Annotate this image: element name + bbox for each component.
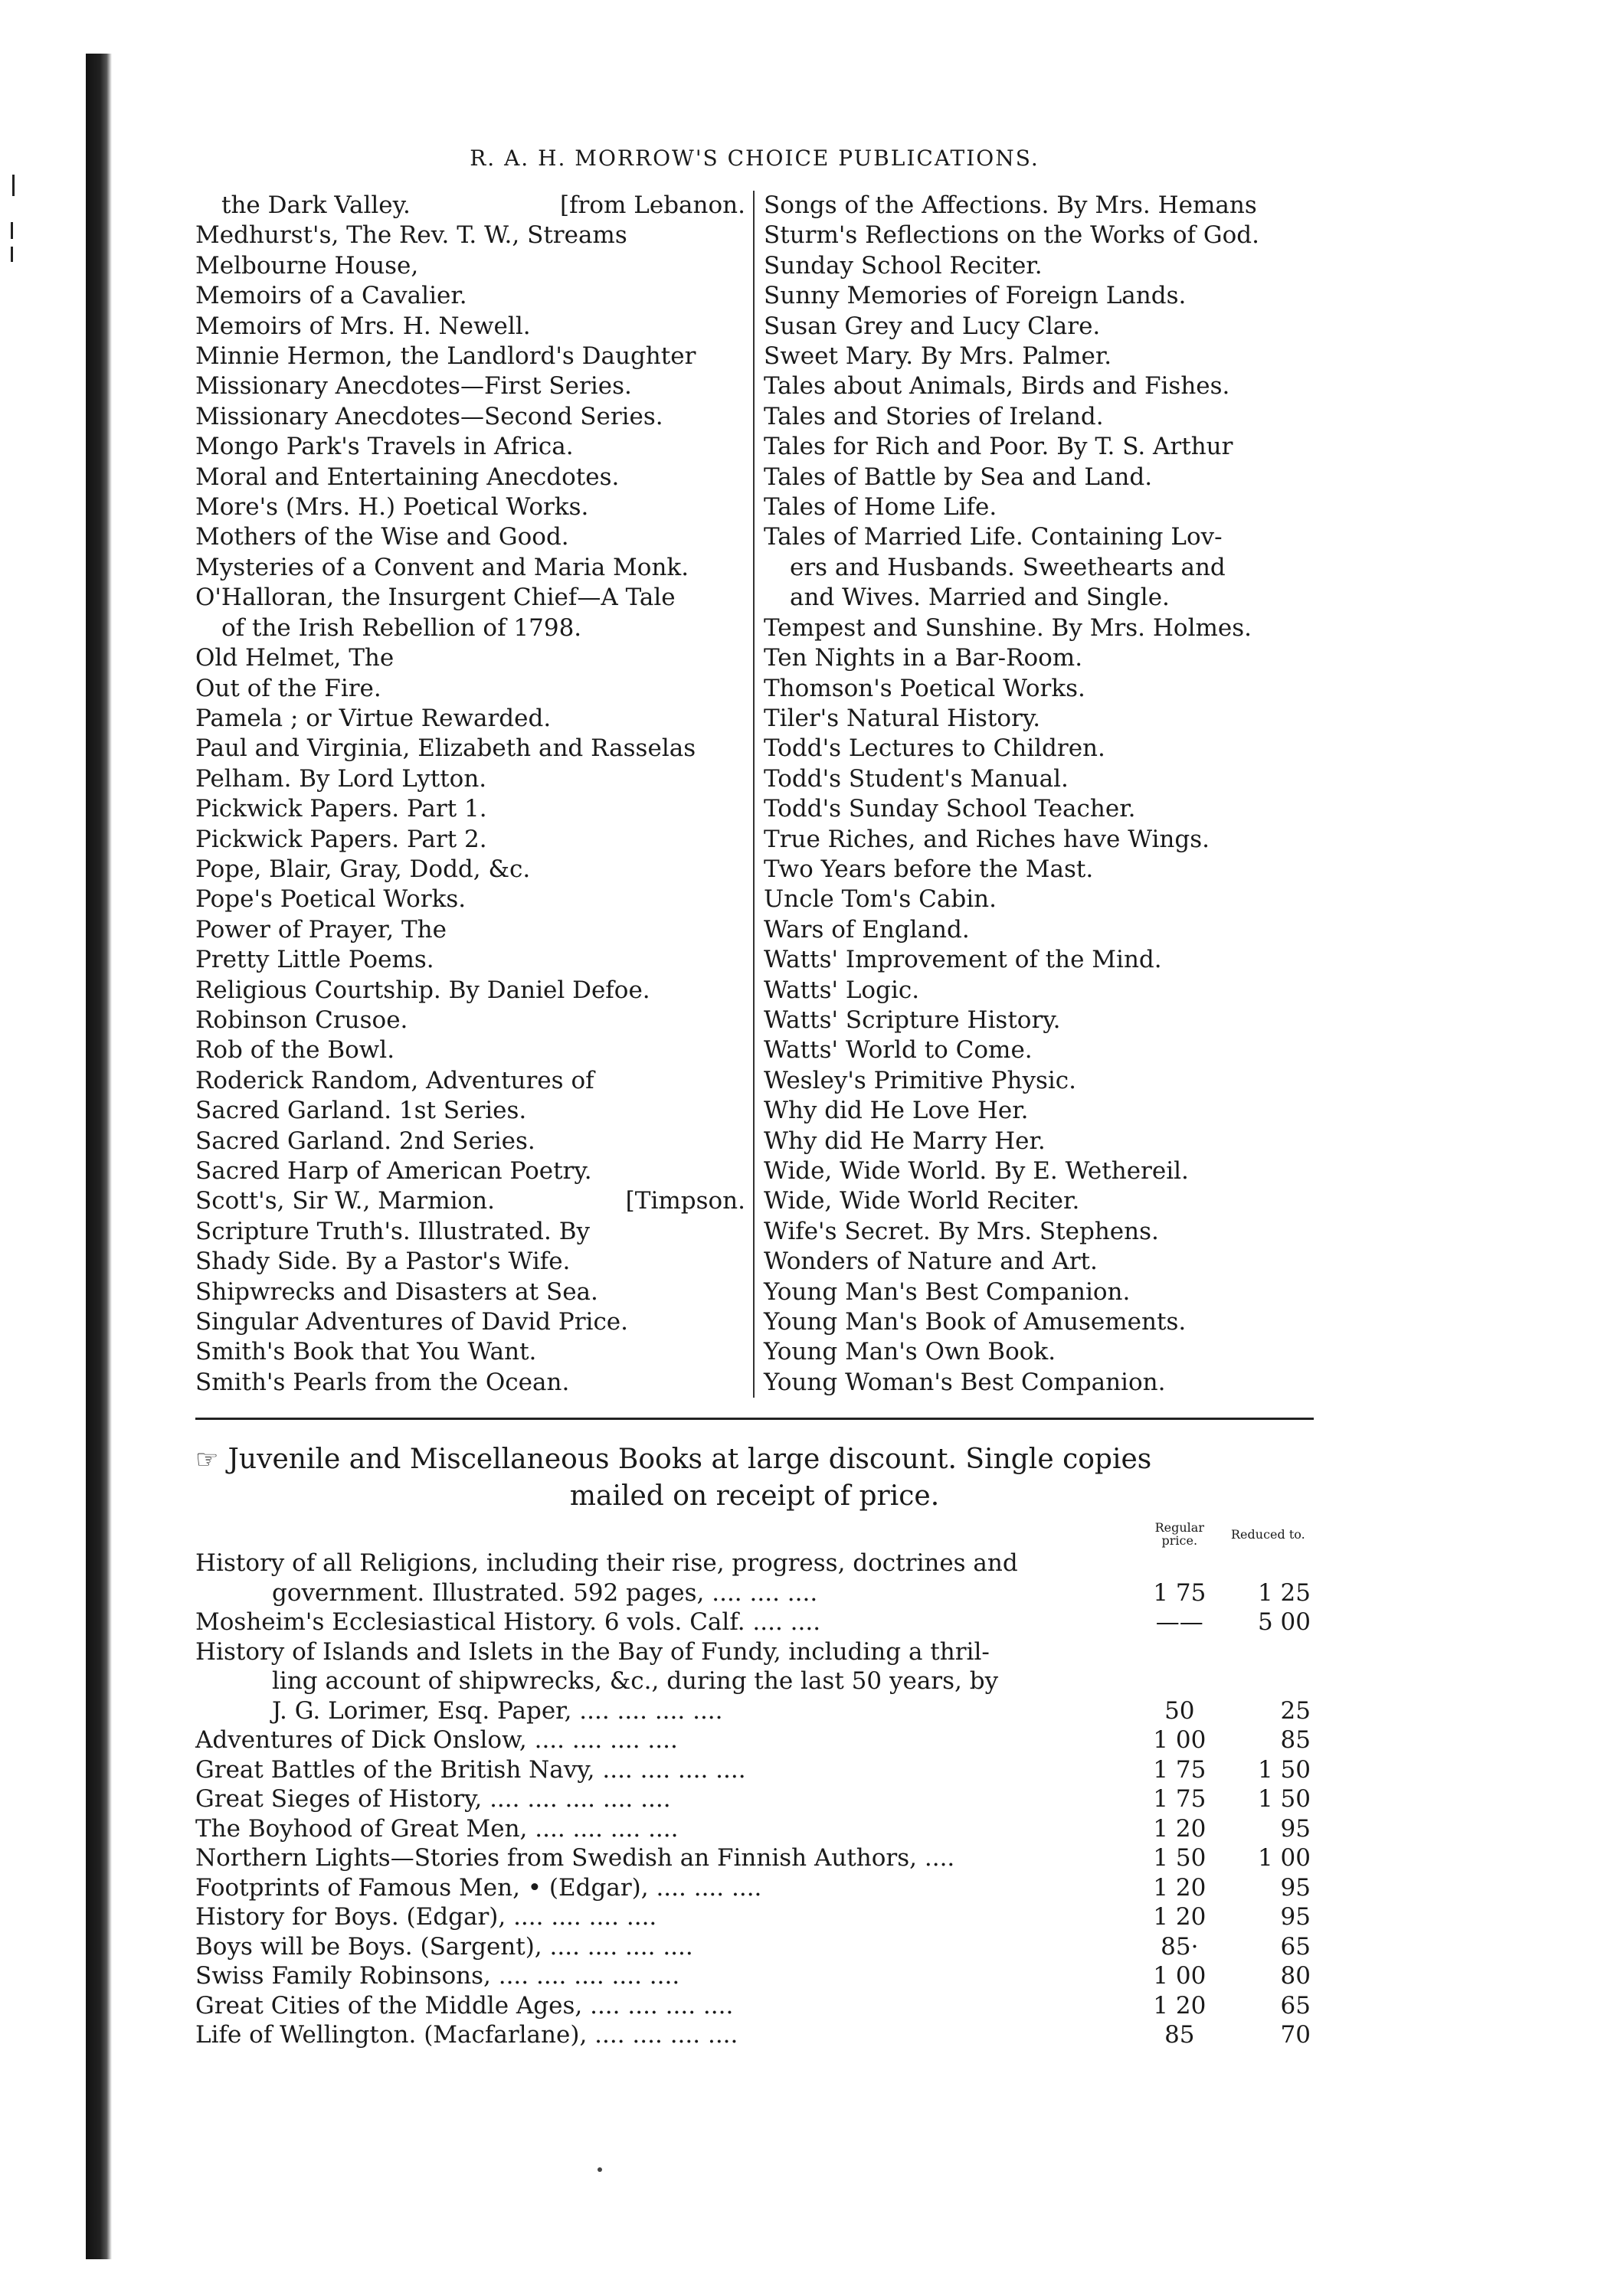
title-entry <box>195 281 745 311</box>
price-list-row <box>195 1784 1314 1814</box>
title-entry <box>195 674 745 704</box>
notice-line-2: mailed on receipt of price. <box>569 1480 940 1513</box>
title-entry <box>764 1156 1314 1186</box>
title-entry <box>764 1127 1314 1156</box>
title-entry <box>764 463 1314 492</box>
section-divider <box>195 1418 1314 1420</box>
book-title: government. Illustrated. 592 pages, .... .... .... <box>272 1578 818 1607</box>
title-text: Melbourne House, <box>195 251 419 280</box>
title-entry <box>195 945 745 975</box>
title-text: Tales of Home Life. <box>764 493 997 522</box>
title-entry <box>764 371 1314 401</box>
title-entry <box>195 1217 745 1247</box>
title-text: Robinson Crusoe. <box>195 1006 408 1034</box>
running-head: R. A. H. MORROW'S CHOICE PUBLICATIONS. <box>470 146 1040 171</box>
catalog-page <box>195 138 1314 2050</box>
title-entry <box>195 312 745 342</box>
title-text: Power of Prayer, The <box>195 915 447 944</box>
title-entry <box>764 1035 1314 1065</box>
title-text: Mongo Park's Travels in Africa. <box>195 433 574 461</box>
title-entry <box>195 402 745 432</box>
title-text: Todd's Lectures to Children. <box>764 734 1105 763</box>
title-entry <box>195 221 745 250</box>
regular-price: 85· <box>1161 1932 1199 1961</box>
price-list-row <box>195 1902 1314 1932</box>
title-entry <box>764 855 1314 885</box>
title-entry <box>764 1307 1314 1337</box>
title-entry <box>764 1337 1314 1367</box>
title-entry <box>195 1066 745 1096</box>
title-text: Tempest and Sunshine. By Mrs. Holmes. <box>764 613 1252 642</box>
title-entry <box>764 1186 1314 1216</box>
title-text: Watts' Improvement of the Mind. <box>764 946 1162 974</box>
title-entry <box>764 583 1314 613</box>
title-entry <box>195 583 745 613</box>
title-entry <box>195 976 745 1006</box>
title-text: Moral and Entertaining Anecdotes. <box>195 463 620 491</box>
title-text: Tales about Animals, Birds and Fishes. <box>764 372 1230 401</box>
title-entry <box>195 825 745 855</box>
regular-price: 1 20 <box>1153 1903 1206 1931</box>
notice-line-1: Juvenile and Miscellaneous Books at large discount. Single copies <box>228 1444 1152 1476</box>
title-text: Pamela ; or Virtue Rewarded. <box>195 704 552 732</box>
title-entry <box>195 1127 745 1156</box>
price-list-row <box>195 2020 1314 2050</box>
book-title: Mosheim's Ecclesiastical History. 6 vols. Calf. .... .... <box>195 1608 821 1637</box>
reduced-price: 95 <box>1280 1903 1311 1931</box>
regular-price: 1 75 <box>1153 1785 1206 1814</box>
reduced-price: 80 <box>1280 1962 1311 1990</box>
title-entry <box>195 855 745 885</box>
title-text: Smith's Pearls from the Ocean. <box>195 1368 570 1396</box>
book-title: ling account of shipwrecks, &c., during the last 50 years, by <box>272 1667 999 1696</box>
title-text: O'Halloran, the Insurgent Chief—A Tale <box>195 584 676 612</box>
price-list-row <box>195 1608 1314 1637</box>
title-entry <box>764 1368 1314 1398</box>
title-text: Wife's Secret. By Mrs. Stephens. <box>764 1217 1159 1245</box>
edge-mark <box>12 175 15 196</box>
title-text: Young Woman's Best Companion. <box>764 1368 1166 1396</box>
price-list-row <box>195 1873 1314 1903</box>
title-entry <box>195 885 745 914</box>
title-entry <box>195 191 745 221</box>
price-list-row <box>195 1932 1314 1962</box>
book-title: Great Battles of the British Navy, .... .... .... .... <box>195 1755 746 1784</box>
title-entry <box>195 1337 745 1367</box>
title-text: Memoirs of a Cavalier. <box>195 282 467 310</box>
reduced-price: 65 <box>1280 1932 1311 1961</box>
title-text: Singular Adventures of David Price. <box>195 1308 629 1336</box>
title-entry <box>195 764 745 794</box>
title-text: Pretty Little Poems. <box>195 946 434 974</box>
title-entry <box>195 371 745 401</box>
title-entry <box>764 885 1314 914</box>
reduced-price: 1 25 <box>1257 1578 1311 1607</box>
left-title-column <box>195 191 753 1398</box>
book-title: History of Islands and Islets in the Bay of Fundy, including a thril- <box>195 1637 990 1666</box>
title-text: Sunny Memories of Foreign Lands. <box>764 282 1187 310</box>
title-text: and Wives. Married and Single. <box>790 584 1170 612</box>
title-text: Why did He Marry Her. <box>764 1127 1046 1155</box>
regular-price-header: Regular price. <box>1154 1520 1204 1549</box>
price-list-row <box>195 1578 1314 1608</box>
title-text: Todd's Sunday School Teacher. <box>764 795 1136 823</box>
book-title: Boys will be Boys. (Sargent), .... .... .... .... <box>195 1932 693 1961</box>
price-list-table <box>195 1521 1314 2050</box>
regular-price <box>1137 1549 1223 1578</box>
title-entry <box>764 432 1314 462</box>
title-entry <box>195 553 745 583</box>
regular-price: 1 20 <box>1153 1814 1206 1843</box>
title-text: Susan Grey and Lucy Clare. <box>764 312 1101 340</box>
title-entry <box>195 522 745 552</box>
title-entry <box>764 643 1314 673</box>
title-text: Sunday School Reciter. <box>764 251 1043 280</box>
title-entry <box>764 1096 1314 1126</box>
title-text: Mysteries of a Convent and Maria Monk. <box>195 553 689 581</box>
title-text: True Riches, and Riches have Wings. <box>764 825 1210 853</box>
title-entry <box>764 1217 1314 1247</box>
title-text: Wonders of Nature and Art. <box>764 1248 1098 1276</box>
title-text: Wide, Wide World Reciter. <box>764 1187 1080 1215</box>
title-text: Pelham. By Lord Lytton. <box>195 764 487 793</box>
title-entry <box>195 432 745 462</box>
book-title: Great Cities of the Middle Ages, .... .... .... .... <box>195 1991 734 2020</box>
title-entry <box>764 342 1314 371</box>
title-text: Watts' World to Come. <box>764 1036 1033 1065</box>
regular-price <box>1137 1666 1223 1696</box>
title-text: Two Years before the Mast. <box>764 855 1094 883</box>
title-entry <box>195 794 745 824</box>
price-list-header <box>195 1521 1314 1549</box>
title-text: Todd's Student's Manual. <box>764 764 1069 793</box>
title-entry <box>195 463 745 492</box>
discount-notice <box>195 1441 1314 1515</box>
title-entry <box>764 734 1314 764</box>
title-entry <box>195 492 745 522</box>
title-text: Uncle Tom's Cabin. <box>764 885 997 914</box>
title-entry <box>764 613 1314 643</box>
price-list-row <box>195 1696 1314 1726</box>
title-text: Sacred Garland. 1st Series. <box>195 1097 527 1125</box>
title-text: Tiler's Natural History. <box>764 704 1041 732</box>
reduced-price: 95 <box>1280 1814 1311 1843</box>
title-text: Sacred Harp of American Poetry. <box>195 1157 592 1185</box>
title-attribution: [Timpson. <box>625 1187 745 1215</box>
title-entry <box>195 1156 745 1186</box>
title-entry <box>764 281 1314 311</box>
title-entry <box>764 915 1314 945</box>
title-text: Tales of Married Life. Containing Lov- <box>764 523 1223 551</box>
title-entry <box>764 402 1314 432</box>
title-entry <box>764 1066 1314 1096</box>
price-list-row <box>195 1961 1314 1991</box>
title-entry <box>195 734 745 764</box>
title-text: Ten Nights in a Bar-Room. <box>764 644 1083 672</box>
title-text: Smith's Book that You Want. <box>195 1338 537 1366</box>
title-entry <box>195 1035 745 1065</box>
title-entry <box>764 492 1314 522</box>
title-text: Old Helmet, The <box>195 644 395 672</box>
title-entry <box>764 251 1314 281</box>
regular-price: 1 20 <box>1153 1873 1206 1902</box>
title-text: Watts' Logic. <box>764 976 920 1004</box>
title-text: Young Man's Best Companion. <box>764 1277 1131 1306</box>
title-entry <box>764 522 1314 552</box>
title-text: Songs of the Affections. By Mrs. Hemans <box>764 191 1257 219</box>
title-entry <box>764 312 1314 342</box>
price-list-row <box>195 1725 1314 1755</box>
regular-price: 85 <box>1164 2021 1195 2049</box>
title-entry <box>195 1186 745 1216</box>
title-entry <box>195 915 745 945</box>
book-title: Swiss Family Robinsons, .... .... .... .... .... <box>195 1962 680 1990</box>
title-entry <box>195 342 745 371</box>
title-entry <box>195 251 745 281</box>
title-text: Mothers of the Wise and Good. <box>195 523 569 551</box>
title-text: More's (Mrs. H.) Poetical Works. <box>195 493 589 522</box>
book-title: Northern Lights—Stories from Swedish an Finnish Authors, .... <box>195 1844 955 1872</box>
title-text: Tales of Battle by Sea and Land. <box>764 463 1153 491</box>
title-text: Wide, Wide World. By E. Wethereil. <box>764 1157 1189 1185</box>
title-entry <box>764 191 1314 221</box>
title-text: Sturm's Reflections on the Works of God. <box>764 221 1260 250</box>
price-list-row <box>195 1549 1314 1578</box>
reduced-price-header: Reduced to. <box>1231 1526 1305 1542</box>
title-text: Tales for Rich and Poor. By T. S. Arthur <box>764 433 1233 461</box>
title-entry <box>195 613 745 643</box>
title-entry <box>764 1006 1314 1035</box>
reduced-price: 1 00 <box>1257 1844 1311 1872</box>
title-entry <box>764 764 1314 794</box>
title-entry <box>764 553 1314 583</box>
price-list-row <box>195 1666 1314 1696</box>
book-title: Great Sieges of History, .... .... .... .... .... <box>195 1785 671 1814</box>
title-text: Minnie Hermon, the Landlord's Daughter <box>195 342 696 371</box>
title-entry <box>195 704 745 734</box>
price-list-row <box>195 1991 1314 2021</box>
book-title: J. G. Lorimer, Esq. Paper, .... .... .... .... <box>272 1696 723 1725</box>
book-title: History of all Religions, including their rise, progress, doctrines and <box>195 1549 1018 1578</box>
reduced-price: 1 50 <box>1257 1785 1311 1814</box>
title-text: the Dark Valley. <box>221 191 411 219</box>
reduced-price: 65 <box>1280 1991 1311 2020</box>
title-entry <box>764 825 1314 855</box>
reduced-price <box>1223 1637 1314 1667</box>
title-text: Sweet Mary. By Mrs. Palmer. <box>764 342 1112 371</box>
right-title-column <box>753 191 1314 1398</box>
title-entry <box>195 1247 745 1277</box>
title-entry <box>195 1277 745 1307</box>
title-text: Paul and Virginia, Elizabeth and Rasselas <box>195 734 696 763</box>
book-title: Footprints of Famous Men, • (Edgar), .... .... .... <box>195 1873 762 1902</box>
title-text: Memoirs of Mrs. H. Newell. <box>195 312 531 340</box>
title-entry <box>764 1277 1314 1307</box>
regular-price: 50 <box>1164 1696 1195 1725</box>
regular-price: 1 50 <box>1153 1844 1206 1872</box>
title-text: Thomson's Poetical Works. <box>764 674 1085 702</box>
regular-price <box>1137 1637 1223 1667</box>
title-text: Missionary Anecdotes—First Series. <box>195 372 632 401</box>
book-title: The Boyhood of Great Men, .... .... .... .... <box>195 1814 679 1843</box>
regular-price: —— <box>1155 1608 1203 1637</box>
title-entry <box>764 704 1314 734</box>
title-text: Pope's Poetical Works. <box>195 885 467 914</box>
title-text: Out of the Fire. <box>195 674 381 702</box>
price-list-row <box>195 1814 1314 1844</box>
title-text: Religious Courtship. By Daniel Defoe. <box>195 976 650 1004</box>
reduced-price <box>1223 1666 1314 1696</box>
title-text: of the Irish Rebellion of 1798. <box>221 613 582 642</box>
title-entry <box>764 945 1314 975</box>
title-text: Young Man's Own Book. <box>764 1338 1056 1366</box>
title-text: Pope, Blair, Gray, Dodd, &c. <box>195 855 531 883</box>
title-text: Young Man's Book of Amusements. <box>764 1308 1187 1336</box>
page-spine-shadow <box>86 54 112 2259</box>
title-text: Missionary Anecdotes—Second Series. <box>195 402 663 430</box>
title-entry <box>764 221 1314 250</box>
reduced-price: 5 00 <box>1257 1608 1311 1637</box>
edge-mark <box>11 222 13 239</box>
reduced-price: 25 <box>1280 1696 1311 1725</box>
title-entry <box>764 674 1314 704</box>
price-list-row <box>195 1843 1314 1873</box>
title-entry <box>764 794 1314 824</box>
title-text: Tales and Stories of Ireland. <box>764 402 1104 430</box>
title-text: Pickwick Papers. Part 1. <box>195 795 487 823</box>
title-text: Sacred Garland. 2nd Series. <box>195 1127 535 1155</box>
title-text: Scripture Truth's. Illustrated. By <box>195 1217 590 1245</box>
regular-price: 1 75 <box>1153 1755 1206 1784</box>
title-text: Watts' Scripture History. <box>764 1006 1061 1034</box>
book-title: Adventures of Dick Onslow, .... .... .... .... <box>195 1726 678 1755</box>
book-title: Life of Wellington. (Macfarlane), .... .... .... .... <box>195 2021 738 2049</box>
title-text: Shady Side. By a Pastor's Wife. <box>195 1248 571 1276</box>
stray-dot <box>598 2167 602 2172</box>
reduced-price: 70 <box>1280 2021 1311 2049</box>
price-list-row <box>195 1755 1314 1785</box>
title-columns <box>195 191 1314 1398</box>
title-text: Wesley's Primitive Physic. <box>764 1066 1077 1094</box>
title-text: Roderick Random, Adventures of <box>195 1066 594 1094</box>
title-attribution: [from Lebanon. <box>559 191 745 219</box>
title-text: Why did He Love Her. <box>764 1097 1029 1125</box>
title-entry <box>764 1247 1314 1277</box>
reduced-price <box>1223 1549 1314 1578</box>
title-entry <box>195 1096 745 1126</box>
regular-price: 1 75 <box>1153 1578 1206 1607</box>
edge-mark <box>11 247 13 262</box>
title-text: Pickwick Papers. Part 2. <box>195 825 487 853</box>
regular-price: 1 00 <box>1153 1962 1206 1990</box>
reduced-price: 1 50 <box>1257 1755 1311 1784</box>
pointing-hand-icon: ☞ <box>195 1444 219 1476</box>
title-text: ers and Husbands. Sweethearts and <box>790 553 1226 581</box>
title-entry <box>195 1307 745 1337</box>
title-entry <box>195 1006 745 1035</box>
title-entry <box>195 643 745 673</box>
reduced-price: 95 <box>1280 1873 1311 1902</box>
reduced-price: 85 <box>1280 1726 1311 1755</box>
price-list-row <box>195 1637 1314 1667</box>
title-entry <box>764 976 1314 1006</box>
title-text: Scott's, Sir W., Marmion. <box>195 1187 495 1215</box>
title-text: Rob of the Bowl. <box>195 1036 395 1065</box>
book-title: History for Boys. (Edgar), .... .... .... .... <box>195 1903 657 1931</box>
title-text: Medhurst's, The Rev. T. W., Streams <box>195 221 627 250</box>
regular-price: 1 00 <box>1153 1726 1206 1755</box>
title-text: Wars of England. <box>764 915 970 944</box>
title-entry <box>195 1368 745 1398</box>
title-text: Shipwrecks and Disasters at Sea. <box>195 1277 598 1306</box>
regular-price: 1 20 <box>1153 1991 1206 2020</box>
